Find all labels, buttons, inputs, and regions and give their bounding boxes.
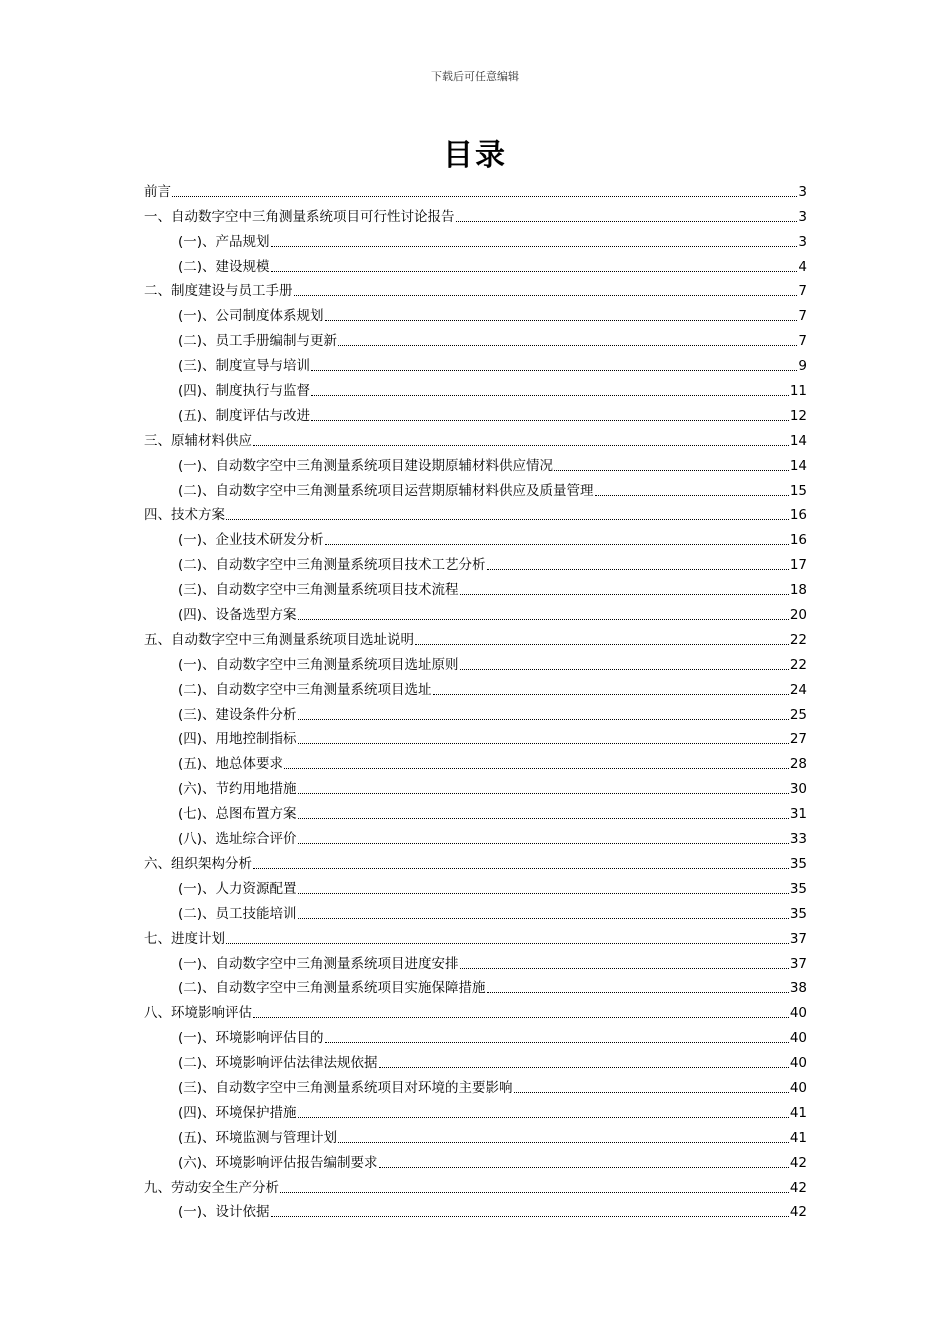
toc-dot-leader [298, 893, 789, 894]
toc-section-entry[interactable] [144, 1047, 807, 1072]
toc-entry-title: 一、自动数字空中三角测量系统项目可行性讨论报告 [144, 208, 455, 225]
toc-section-entry[interactable] [144, 226, 807, 251]
toc-page-number: 35 [789, 855, 807, 872]
toc-dot-leader [379, 1067, 789, 1068]
toc-dot-leader [294, 295, 798, 296]
toc-entry-title: 前言 [144, 183, 171, 200]
toc-entry-title: 四、技术方案 [144, 507, 225, 524]
toc-dot-leader [298, 843, 789, 844]
toc-dot-leader [311, 395, 789, 396]
toc-entry-title: (一)、设计依据 [178, 1204, 270, 1221]
toc-dot-leader [280, 1192, 789, 1193]
toc-page-number: 38 [789, 980, 807, 997]
toc-chapter-entry[interactable] [144, 923, 807, 948]
toc-section-entry[interactable] [144, 1072, 807, 1097]
toc-dot-leader [311, 370, 797, 371]
toc-page-number: 30 [789, 781, 807, 798]
toc-section-entry[interactable] [144, 450, 807, 475]
toc-entry-title: (一)、自动数字空中三角测量系统项目进度安排 [178, 955, 459, 972]
toc-entry-title: 五、自动数字空中三角测量系统项目选址说明 [144, 631, 414, 648]
toc-entry-title: (二)、员工技能培训 [178, 905, 297, 922]
toc-page-number: 42 [789, 1154, 807, 1171]
toc-entry-title: (二)、自动数字空中三角测量系统项目技术工艺分析 [178, 557, 486, 574]
toc-section-entry[interactable] [144, 674, 807, 699]
toc-entry-title: 八、环境影响评估 [144, 1005, 252, 1022]
toc-section-entry[interactable] [144, 898, 807, 923]
toc-section-entry[interactable] [144, 1147, 807, 1172]
toc-entry-title: (一)、产品规划 [178, 233, 270, 250]
toc-page-number: 12 [789, 407, 807, 424]
toc-page-number: 27 [789, 731, 807, 748]
toc-section-entry[interactable] [144, 1197, 807, 1222]
toc-dot-leader [226, 519, 789, 520]
toc-page-number: 24 [789, 681, 807, 698]
toc-section-entry[interactable] [144, 724, 807, 749]
toc-dot-leader [456, 221, 798, 222]
toc-dot-leader [460, 594, 789, 595]
toc-dot-leader [487, 992, 789, 993]
toc-entry-title: (一)、公司制度体系规划 [178, 308, 324, 325]
toc-section-entry[interactable] [144, 1022, 807, 1047]
toc-entry-title: (五)、环境监测与管理计划 [178, 1129, 338, 1146]
toc-section-entry[interactable] [144, 748, 807, 773]
toc-entry-title: (五)、制度评估与改进 [178, 407, 311, 424]
toc-entry-title: 二、制度建设与员工手册 [144, 283, 293, 300]
toc-page-number: 7 [798, 333, 807, 350]
toc-page-number: 3 [798, 183, 807, 200]
toc-chapter-entry[interactable] [144, 176, 807, 201]
toc-page-number: 25 [789, 706, 807, 723]
toc-dot-leader [284, 768, 789, 769]
toc-page-number: 9 [798, 358, 807, 375]
toc-dot-leader [379, 1167, 789, 1168]
toc-dot-leader [325, 1042, 789, 1043]
toc-page-number: 16 [789, 532, 807, 549]
toc-chapter-entry[interactable] [144, 425, 807, 450]
toc-section-entry[interactable] [144, 823, 807, 848]
toc-page-number: 20 [789, 607, 807, 624]
toc-dot-leader [595, 495, 789, 496]
toc-section-entry[interactable] [144, 649, 807, 674]
toc-entry-title: (一)、人力资源配置 [178, 880, 297, 897]
toc-chapter-entry[interactable] [144, 201, 807, 226]
toc-page-number: 14 [789, 457, 807, 474]
toc-entry-title: (五)、地总体要求 [178, 756, 284, 773]
toc-page-number: 11 [789, 383, 807, 400]
table-of-contents [144, 176, 807, 1221]
toc-dot-leader [338, 1142, 789, 1143]
toc-entry-title: (四)、设备选型方案 [178, 607, 297, 624]
toc-entry-title: 三、原辅材料供应 [144, 432, 252, 449]
toc-chapter-entry[interactable] [144, 997, 807, 1022]
toc-page-number: 41 [789, 1104, 807, 1121]
toc-entry-title: (二)、建设规模 [178, 258, 270, 275]
toc-dot-leader [460, 669, 789, 670]
toc-entry-title: 六、组织架构分析 [144, 855, 252, 872]
toc-entry-title: 七、进度计划 [144, 930, 225, 947]
toc-section-entry[interactable] [144, 773, 807, 798]
toc-entry-title: (四)、用地控制指标 [178, 731, 297, 748]
toc-dot-leader [253, 445, 789, 446]
toc-section-entry[interactable] [144, 325, 807, 350]
toc-section-entry[interactable] [144, 1097, 807, 1122]
toc-entry-title: (二)、环境影响评估法律法规依据 [178, 1055, 378, 1072]
toc-section-entry[interactable] [144, 973, 807, 998]
toc-chapter-entry[interactable] [144, 276, 807, 301]
toc-entry-title: (六)、节约用地措施 [178, 781, 297, 798]
toc-section-entry[interactable] [144, 375, 807, 400]
toc-entry-title: (二)、自动数字空中三角测量系统项目实施保障措施 [178, 980, 486, 997]
toc-entry-title: (三)、自动数字空中三角测量系统项目技术流程 [178, 582, 459, 599]
toc-dot-leader [554, 470, 789, 471]
toc-page-number: 40 [789, 1079, 807, 1096]
toc-entry-title: (一)、自动数字空中三角测量系统项目建设期原辅材料供应情况 [178, 457, 554, 474]
toc-dot-leader [338, 345, 797, 346]
toc-page-number: 37 [789, 955, 807, 972]
toc-section-entry[interactable] [144, 574, 807, 599]
toc-dot-leader [298, 1117, 789, 1118]
toc-section-entry[interactable] [144, 599, 807, 624]
toc-page-number: 22 [789, 631, 807, 648]
toc-entry-title: (四)、环境保护措施 [178, 1104, 297, 1121]
toc-entry-title: (一)、企业技术研发分析 [178, 532, 324, 549]
toc-page-number: 18 [789, 582, 807, 599]
toc-entry-title: (四)、制度执行与监督 [178, 383, 311, 400]
toc-dot-leader [325, 544, 789, 545]
toc-page-number: 41 [789, 1129, 807, 1146]
toc-section-entry[interactable] [144, 873, 807, 898]
toc-page-number: 37 [789, 930, 807, 947]
toc-dot-leader [253, 868, 789, 869]
toc-page-number: 14 [789, 432, 807, 449]
toc-section-entry[interactable] [144, 798, 807, 823]
toc-section-entry[interactable] [144, 1122, 807, 1147]
toc-entry-title: (一)、自动数字空中三角测量系统项目选址原则 [178, 656, 459, 673]
toc-section-entry[interactable] [144, 475, 807, 500]
toc-dot-leader [271, 246, 798, 247]
toc-entry-title: (三)、制度宣导与培训 [178, 358, 311, 375]
toc-chapter-entry[interactable] [144, 1172, 807, 1197]
toc-page-number: 35 [789, 905, 807, 922]
toc-dot-leader [226, 943, 789, 944]
toc-section-entry[interactable] [144, 549, 807, 574]
toc-title: 目录 [443, 138, 507, 173]
toc-page-number: 40 [789, 1030, 807, 1047]
toc-section-entry[interactable] [144, 300, 807, 325]
toc-page-number: 16 [789, 507, 807, 524]
toc-dot-leader [172, 196, 797, 197]
toc-page-number: 3 [798, 233, 807, 250]
toc-chapter-entry[interactable] [144, 500, 807, 525]
toc-dot-leader [460, 968, 789, 969]
toc-dot-leader [298, 918, 789, 919]
toc-dot-leader [298, 719, 789, 720]
toc-dot-leader [253, 1017, 789, 1018]
toc-chapter-entry[interactable] [144, 848, 807, 873]
toc-entry-title: (六)、环境影响评估报告编制要求 [178, 1154, 378, 1171]
toc-section-entry[interactable] [144, 948, 807, 973]
toc-dot-leader [433, 694, 789, 695]
toc-dot-leader [271, 271, 798, 272]
page-header: 下载后可任意编辑 [431, 70, 519, 83]
toc-dot-leader [325, 320, 798, 321]
toc-page-number: 7 [798, 283, 807, 300]
toc-entry-title: (三)、自动数字空中三角测量系统项目对环境的主要影响 [178, 1079, 513, 1096]
toc-page-number: 35 [789, 880, 807, 897]
toc-section-entry[interactable] [144, 251, 807, 276]
toc-entry-title: (二)、自动数字空中三角测量系统项目选址 [178, 681, 432, 698]
toc-page-number: 31 [789, 806, 807, 823]
toc-dot-leader [298, 793, 789, 794]
toc-page-number: 42 [789, 1179, 807, 1196]
toc-entry-title: (二)、员工手册编制与更新 [178, 333, 338, 350]
toc-dot-leader [298, 818, 789, 819]
toc-page-number: 7 [798, 308, 807, 325]
toc-entry-title: 九、劳动安全生产分析 [144, 1179, 279, 1196]
toc-entry-title: (一)、环境影响评估目的 [178, 1030, 324, 1047]
toc-page-number: 40 [789, 1005, 807, 1022]
toc-page-number: 3 [798, 208, 807, 225]
toc-page-number: 42 [789, 1204, 807, 1221]
toc-page-number: 22 [789, 656, 807, 673]
toc-page-number: 40 [789, 1055, 807, 1072]
toc-page-number: 28 [789, 756, 807, 773]
toc-section-entry[interactable] [144, 350, 807, 375]
toc-section-entry[interactable] [144, 400, 807, 425]
toc-dot-leader [298, 619, 789, 620]
toc-dot-leader [487, 569, 789, 570]
toc-page-number: 17 [789, 557, 807, 574]
toc-dot-leader [271, 1216, 789, 1217]
toc-page-number: 33 [789, 831, 807, 848]
toc-section-entry[interactable] [144, 524, 807, 549]
toc-entry-title: (七)、总图布置方案 [178, 806, 297, 823]
toc-page-number: 4 [798, 258, 807, 275]
toc-chapter-entry[interactable] [144, 624, 807, 649]
toc-page-number: 15 [789, 482, 807, 499]
toc-dot-leader [415, 644, 789, 645]
toc-dot-leader [298, 743, 789, 744]
toc-dot-leader [311, 420, 789, 421]
toc-entry-title: (二)、自动数字空中三角测量系统项目运营期原辅材料供应及质量管理 [178, 482, 594, 499]
toc-entry-title: (三)、建设条件分析 [178, 706, 297, 723]
toc-entry-title: (八)、选址综合评价 [178, 831, 297, 848]
toc-section-entry[interactable] [144, 699, 807, 724]
toc-dot-leader [514, 1092, 789, 1093]
